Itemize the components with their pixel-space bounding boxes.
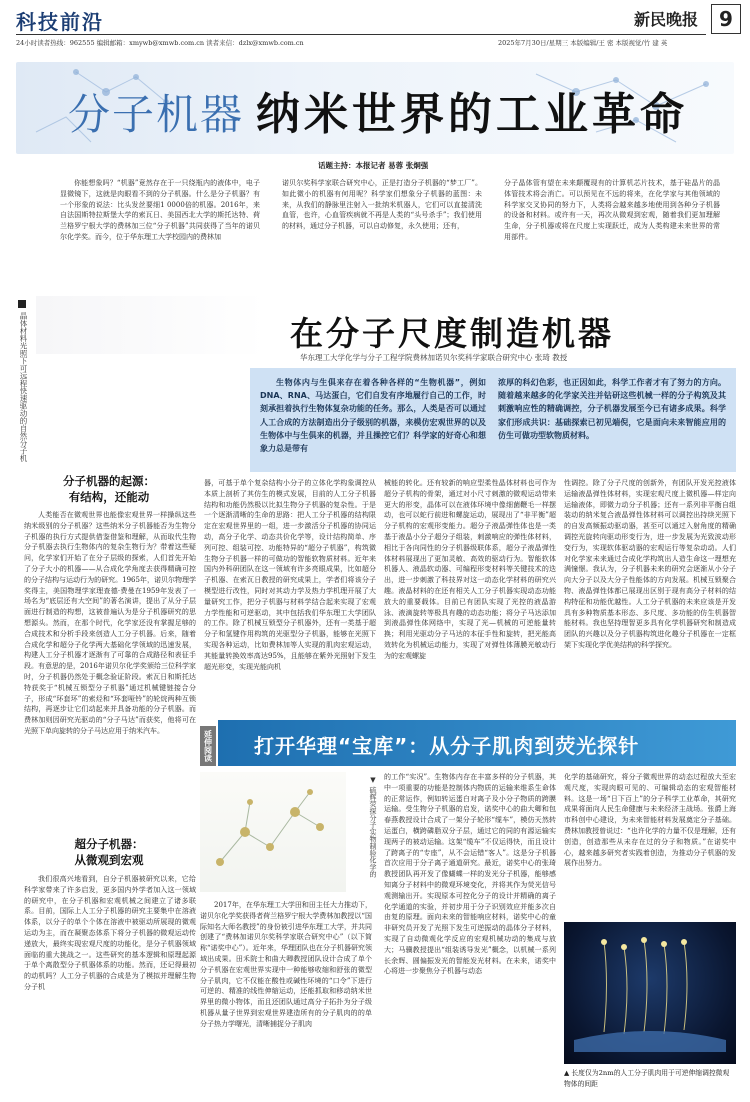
side-caption-text: 晶体材料光照下可远程快速驱动的自然分子机 — [19, 312, 28, 462]
extended-column-2: 的工作“实况”。生物体内存在丰富多样的分子机器，其中一项重要的功能是控制体内物质的运输来维系生命体的正常运作，例如转运蛋白对离子及小分子物质的跨膜运输。受生物分子机器的启发，诺奖中心的曲大卿和包春燕教授设计合成了一架分子轮形“缆车”，模仿天然转运蛋白，横跨磷脂双分子层，通过它的同的有源运输实现两子的被动运输。这架“缆车”不仅运得快，而且设计了跨离子的“专座”，从不会运错“客人”。这是分子机器首次应用于分子离子通道研究。最近，诺奖中心的张琦教授团队再开发了像蝴蝶一样的发光分子机器，能够感知离分子材料中的微观环境变化，并将其作为荧光信号观测输出开。实现原本可控化分子的设计并精确的离子化学通道的实验，并初步用于分子识别效应并能多次自由复的原理。面向未来的智能响应材料，诺奖中心的童非研究员开发了光照下发生可逆振动的晶体分子材料，实现了自动微观化学反应的宏观机械功动的集成与放大；马骥教授提出“组装诱导发光”概念，以机械一系列长余辉、圆偏振发光的智能发光材料。在未来，诺奖中心将进一步聚焦分子机器与动态 — [384, 773, 556, 976]
photo-caption: ▲ 长度仅为2nm的人工分子肌肉用于可逆伸缩调控微观物体的间距 — [564, 1069, 730, 1088]
molecular-muscle-photo — [564, 922, 736, 1064]
subheading-line: 有结构，还能动 — [68, 490, 150, 504]
extended-title: 打开华理“宝库”：从分子肌肉到荧光探针 — [254, 734, 640, 758]
molecule-model-icon — [200, 772, 346, 892]
article-column-1: 人类能否在微观世界也能像宏观世界一样操纵这些纳米级别的分子机器？这些纳米分子机器能否为生物分子机器的执行方式提供借鉴借鉴和理解，从而取代生物分子机器去执行生物体内的复杂生物行为？带着这些疑问，化学家们开始了在分子层级的探索，人们首先开始了分子大小的机器——从合成化学角度去获得精确可控的分子结构与运动行为的研究。1965年，诺贝尔物理学奖得主，美国物理学家理查德·费曼在1959年发表了一场名为“底层还有大空间”的著名演讲，提出了从分子层面进行制造的构想，这被普遍认为是分子机器研究的思想源头。然而，在那个时代，化学家还没有掌握足够的合成技术和分析手段来创造人工分子机器。后来，随着合成化学和超分子化学两大基础化学领域的迅速发展，构建人工分子机器才逐渐有了可靠的合成路径和表征手段。有意思的是，2016年诺贝尔化学奖颁给三位科学家时，分子机器仍然处于概念验证阶段。索瓦日和斯托达特获奖于“机械互锁型分子机器”通过机械键链接合分子，形成“环套环”的索烃和“环套哑铃”的轮烷两种互锁结构，再逐步让它们动起来并具备功能的分子机器。而费林加则因研究光驱动的“分子马达”而获奖，他将可在光照下单向旋转的分子马达应用于纳米汽车。 — [24, 511, 196, 735]
extended-column-1: 2017年，在华东理工大学田和田主任大力推动下，诺贝尔化学奖获得者荷兰格罗宁根大学费林加教授以“国际知名大师名教授”的身份被引进华东理工大学，并共同创建了“费林加诺贝尔奖科学家联合研究中心”（以下简称“诺奖中心”）。近年来，华理团队也在分子机器研究领域出成果。田禾院士和曲大卿教授团队设计合成了单个分子机器在宏观世界实现中一种能够收缩和舒张的微型分子肌肉，它不仅能在酸性或碱性环境的“口令”下进行可逆的、精准的线性伸缩运动，还能抓取和移动纳米世界里的微小物体，而且还团队通过高分子拓扑为分子级机器从量子世界到宏观世界建造所有的分子肌肉的的单分子热力学曙光，清晰捕捉分子肌肉 — [200, 901, 372, 1028]
page-number: 9 — [719, 7, 733, 31]
page-number-box — [711, 4, 741, 34]
intro-paragraph: 分子晶体管有望在未来颠覆现有的计算机芯片技术，基于硅晶片的晶体管技术将会消亡。可以预见在不远的将来，在化学家与其他领域的科学家交叉协同的努力下，人类将会越来越多地使用到各种分子机器的设备和材料。或许有一天，再次从微观到宏观，随着我们更加理解生命，分子机器或将在尺度上实现跃迁，成为人类构建未来世界的常用部件。 — [504, 179, 720, 241]
extended-title-bar — [218, 720, 736, 766]
subheading-line: 从微观到宏观 — [74, 853, 144, 867]
banner — [16, 62, 734, 154]
dateline: 2025年7月30日/星期三 本版编辑/王 密 本版视觉/竹 建 英 — [498, 39, 668, 47]
subheading-line: 分子机器的起源： — [63, 474, 155, 488]
lead-text-left: 生物体内与生俱来存在着各种各样的“生物机器”，例如DNA、RNA、马达蛋白，它们自发有序地履行自己的工作，时刻承担着执行生物体复杂功能的任务。那么，人类是否可以通过人工合成的方法制造出分子级别的机器，来模仿宏观世界的以及生物体中与生俱来的机器，并且操控它们？科学家的好奇心和想象力总是带有 — [260, 378, 486, 454]
extended-tag-text: 延伸阅读 — [203, 730, 213, 762]
page-header — [0, 0, 750, 50]
extended-side-caption: ▼ 硫辉荧探分子实物制验化学的 — [369, 776, 377, 878]
feature-title: 在分子尺度制造机器 — [290, 314, 614, 353]
lead-text-right: 浓厚的科幻色彩，也正因如此，科学工作者才有了努力的方向。随着越来越多的化学家关注并钻研这些机械一样的分子构筑及其刺激响应性的精确调控，分子机器发展至今已有诸多成果。科学家们形成共识：基础探索已初见端倪，它是面向未来智能应用的仿生可做功型软物质材料。 — [498, 378, 726, 440]
subheading-supra — [24, 836, 194, 868]
banner-title-left: 分子机器 — [68, 90, 245, 139]
article-column-1b: 我们很高兴地看到，自分子机器被研究以来，它给科学家带来了许多启发，更多国内外学者加入这一领域的研究中，在分子机器和宏观机械之间建立了诸多联系。目前，国际上人工分子机器的研究主要集中在溶液体系，以分子的单个个体在溶液中被驱动所展现的微观运动为主，而在凝聚态体系下将分子机器的微观运动传递放大，最终实现宏观尺度的功能化，是分子机器领域面临的重大挑战之一。这些研究的基本逻辑和原理起源于单个离散型分子机器体系的功能。然而，还记得最初的动机吗？人工分子机器的合成是为了模拟并理解生物分子机 — [24, 875, 196, 991]
extended-column-3: 化学的基础研究，将分子微观世界的动态过程放大至宏观尺度，实现肉眼可见的、可编辑动态的宏观智能材料。这是一场“日下百上”的分子科学工业革命，其研究成果将面向人民生命健康与未来经济主战场。张爵上海市科创中心建设，为未来智能材料发展奠定分子基础。费林加教授曾说过：“也许化学的力量不仅是理解，还有创造，创造那些从未存在过的分子和物质。”在诺奖中心，越来越多研究者实践着创造，为推动分子机器的发展作出努力。 — [564, 773, 736, 868]
topic-hosts: 话题主持：本报记者 易蓉 张炯强 — [318, 161, 429, 170]
subheading-origin — [24, 473, 194, 505]
extended-tag — [200, 726, 216, 766]
article-column-4: 性调控。除了分子尺度的创新外，有团队开发光控液体运输液晶弹性体材料，实现宏观尺度上微机器—样定向运输液体，即微力动分子机器；还有一系列非平衡自组装动的纳米复合液晶弹性体材料可以调控出持续光照下的自发高频振动驱动器，甚至可以通过入射角度的精确调控光旋转向驱动形变行为，进一步发展为光致波动形变行为，实现软体驱动器的宏观运行等复杂动动。人们对化学家未来通过合成化学构筑出人造生命这一理想充满憧憬。我认为，分子机器未来的研究会逐渐从小分子向大分子以及大分子性能体的方向发展。机械互锁聚合物、液晶弹性体都已展现出区别于现有高分子材料的结构特征和功能优越性。人工分子机器的未来应该是开发具有多种物质基本形态、多尺度、多功能的仿生机器智能材料。我也坚持理智更多具有化学机器研究和制造成团队的兴趣以及分子机器构筑进化趣分子机器在一定框架下实现化学优美结构的科学探究。 — [564, 479, 736, 649]
molecular-muscle-illustration-icon — [564, 922, 736, 1064]
hotline-text: 24小时读者热线：962555 编辑邮箱：xmywb@xmwb.com.cn 读者来信：dzlx@xmwb.com.cn — [16, 39, 304, 47]
extended-image-left — [200, 772, 346, 892]
feature-side-caption — [18, 300, 32, 462]
banner-title-right: 纳米世界的工业革命 — [256, 89, 688, 140]
header-rule — [16, 34, 706, 35]
feature-byline: 华东理工大学化学与分子工程学院费林加诺贝尔奖科学家联合研究中心 张琦 教授 — [300, 353, 568, 362]
feature-image — [36, 296, 266, 354]
section-name: 科技前沿 — [16, 10, 104, 34]
intro-paragraph: 你能想象吗？“机器”竟然存在于一只绕瓶内的液体中，电子显微镜下，这就是肉眼看不到的分子机器。什么是分子机器？有一个形象的说法：比头发丝要细1 0000倍的机器。2016年，来自法国斯特拉斯堡大学的索瓦日、美国西北大学的斯托达特、荷兰格罗宁根大学的费林加三位“分子机器”共同获得了当年的诺贝尔化学奖。而今，位于华东理工大学校园内的费林加 — [60, 179, 260, 241]
intro-paragraph: 诺贝尔奖科学家联合研究中心，正是打造分子机器的“梦工厂”。如此微小的机器有何用呢？科学家们想象分子机器的蓝图：未来，从我们的静脉里注射入一批纳米机器人，它们可以直接清洗血管，也许，心血管疾病就不再是人类的“头号杀手”；我们使用的材料，通过分子机器，可以自动修复，永久使用；还有， — [282, 179, 482, 231]
subheading-line: 超分子机器： — [74, 837, 144, 851]
lead-box — [250, 368, 736, 472]
newspaper-logo: 新民晚报 — [634, 10, 699, 29]
article-column-2: 器，可基于单个复杂结构小分子的立体化学构象调控从本质上剖析了其仿生的模式发展，目前的人工分子机器结构和功能仍然极以比拟生物分子机器的复杂性。于是一个逐渐清晰的生命的思路：把人工分子机器的结构限定在宏观世界里的一组，进一步激活分子机器的协同运动，高分子化学、动态共价化学等，设计结构简单、序列可控、组装可控、功能特异的“超分子机器”，构筑微生物分子机器一样的可做功的智能软物质材料。近年来国内外科研团队在这一领域有许多亮眼成果，比如超分子机器、在索瓦日教授的研究成果上，学者们将该分子模型进行改性，同时对其动力学及热力学机理开展了大量研究工作，把分子机器与材料学结合起来实现了宏观力学性能和可逆驱动，其中包括我们华东理工大学团队的工作。除了机械互锁型分子机器外，还有一类基于超分子和氢键作用构筑的光驱型分子机器，能够在光照下实现各种运动，比如费林加等人实现的肌肉宏观运动，其能量转换效率高达95%，且能够在紫外光照射下发生超光形变，实现光能向机 — [204, 479, 376, 671]
article-column-3: 械能的转化。还有较新的响应型柔性晶体材料也可作为超分子机构的骨架，通过对小尺寸刺激的微观运动带来更大的形变，晶体可以在液体环境中像细菌鞭毛一样摆动，也可以蛇行前进和螺旋运动，展现出了“非平衡”超分子机构的宏观形变能力。超分子液晶弹性体也是一类基于液晶小分子超分子组装，刺激响应的弹性体材料，相比于各向同性的分子机器级联体系，超分子液晶弹性体材料展现出了更加灵敏、高效的驱动行为。智能软体机器人、液晶软动器、可编程形变材料等关键技术的迭出，进一步刺激了科技界对这一动态化学材料的研究兴趣。液晶材料的在还有相关人工分子机器实现动态功能放大的重要载体。目前已有团队实现了光控的液晶游泳、液滴旋转等极具有趣的动态功能；将分子马达添加到液晶弹性体网络中，实现了光—机械的可逆能量转换；利用光驱动分子马达的本征手性和旋转，把光能高效转化为机械运动能力，实现了对弹性体薄膜光敏动行为的宏观螺旋 — [384, 479, 556, 660]
